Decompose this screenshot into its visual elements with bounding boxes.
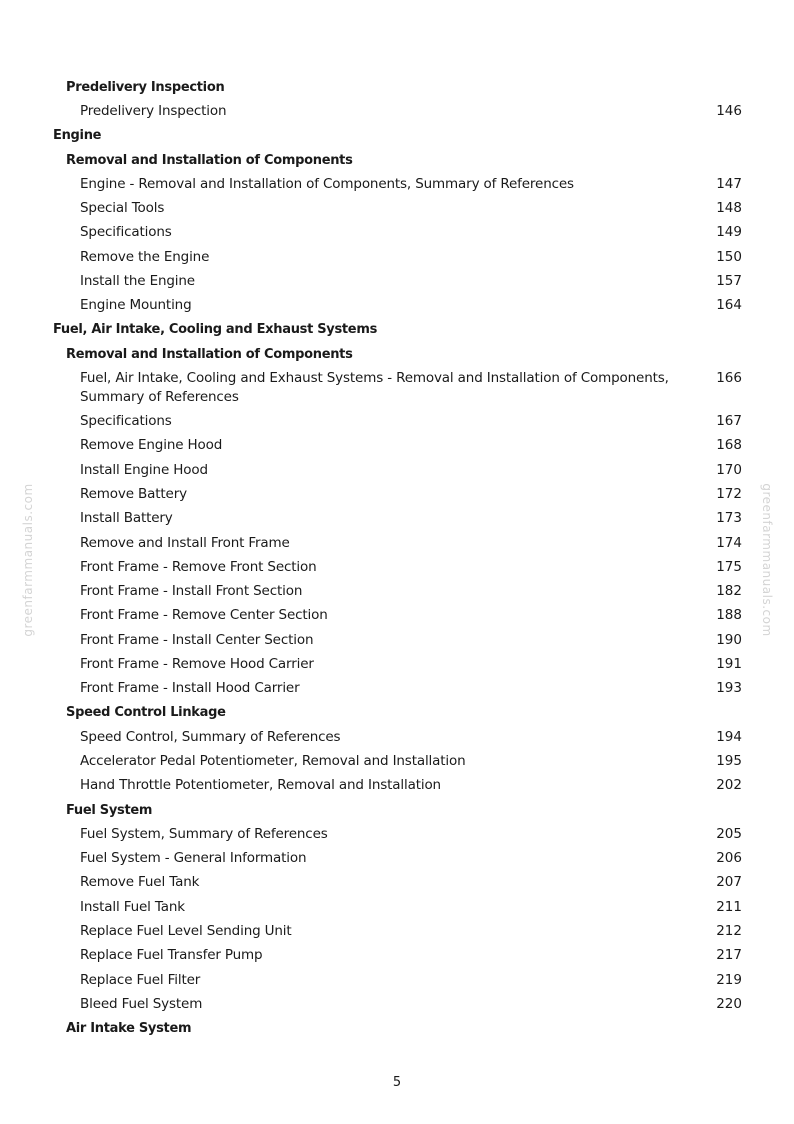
toc-page-number: 191 — [716, 656, 742, 672]
toc-entry-title: Front Frame - Remove Hood Carrier — [80, 656, 314, 672]
toc-entry-title: Hand Throttle Potentiometer, Removal and Installation — [80, 777, 441, 793]
toc-entry-title: Front Frame - Install Hood Carrier — [80, 680, 300, 696]
toc-page-number: 212 — [716, 923, 742, 939]
toc-page-number: 147 — [716, 176, 742, 192]
toc-page-number: 195 — [716, 753, 742, 769]
toc-page-number: 167 — [716, 413, 742, 429]
subsection-heading-title: Fuel System — [66, 803, 153, 818]
toc-entry-title: Install Battery — [80, 510, 173, 526]
toc-entry-title: Accelerator Pedal Potentiometer, Removal and Installation — [80, 753, 466, 769]
toc-entry-title: Speed Control, Summary of References — [80, 729, 341, 745]
page-number: 5 — [392, 1075, 402, 1090]
toc-page-number: 168 — [716, 437, 742, 453]
toc-page-number: 170 — [716, 462, 742, 478]
toc-page-number: 175 — [716, 559, 742, 575]
toc-page-number: 174 — [716, 535, 742, 551]
toc-entry-title: Fuel, Air Intake, Cooling and Exhaust Systems - Removal and Installation of Components, Summary of References — [80, 370, 669, 405]
watermark-left: greenfarmmanuals.com — [21, 483, 35, 637]
toc-page-number: 148 — [716, 200, 742, 216]
toc-entry-title: Front Frame - Install Center Section — [80, 632, 314, 648]
section-heading-title: Fuel, Air Intake, Cooling and Exhaust Systems — [53, 322, 378, 337]
toc-page-number: 207 — [716, 874, 742, 890]
toc-entry-title: Remove Fuel Tank — [80, 874, 200, 890]
toc-page-number: 150 — [716, 249, 742, 265]
toc-entry-title: Special Tools — [80, 200, 165, 216]
toc-entry-title: Remove the Engine — [80, 249, 210, 265]
toc-entry-title: Engine - Removal and Installation of Components, Summary of References — [80, 176, 574, 192]
toc-entry-title: Front Frame - Remove Front Section — [80, 559, 317, 575]
subsection-heading-title: Speed Control Linkage — [66, 705, 226, 720]
toc-page-number: 217 — [716, 947, 742, 963]
toc-page-number: 202 — [716, 777, 742, 793]
toc-entry-title: Specifications — [80, 413, 172, 429]
toc-page-number: 220 — [716, 996, 742, 1012]
subsection-heading-title: Removal and Installation of Components — [66, 153, 353, 168]
toc-entry-title: Replace Fuel Filter — [80, 972, 201, 988]
toc-page-number: 194 — [716, 729, 742, 745]
toc-entry-title: Fuel System, Summary of References — [80, 826, 328, 842]
subsection-heading-title: Air Intake System — [66, 1021, 192, 1036]
toc-page-number: 190 — [716, 632, 742, 648]
toc-entry-title: Front Frame - Install Front Section — [80, 583, 303, 599]
toc-page-number: 173 — [716, 510, 742, 526]
toc-entry-title: Replace Fuel Transfer Pump — [80, 947, 263, 963]
toc-entry-title: Fuel System - General Information — [80, 850, 307, 866]
subsection-heading-title: Predelivery Inspection — [66, 80, 225, 95]
section-heading-title: Engine — [53, 128, 102, 143]
toc-entry-title: Install the Engine — [80, 273, 195, 289]
toc-entry-title: Remove and Install Front Frame — [80, 535, 290, 551]
toc-entry-title: Replace Fuel Level Sending Unit — [80, 923, 292, 939]
toc-page-number: 166 — [716, 370, 742, 386]
toc-page-number: 193 — [716, 680, 742, 696]
toc-page-number: 211 — [716, 899, 742, 915]
toc-entry-title: Remove Engine Hood — [80, 437, 223, 453]
toc-page-number: 182 — [716, 583, 742, 599]
toc-page-number: 164 — [716, 297, 742, 313]
toc-entry-title: Bleed Fuel System — [80, 996, 203, 1012]
toc-entry-title: Install Engine Hood — [80, 462, 208, 478]
toc-page-number: 205 — [716, 826, 742, 842]
toc-page-number: 172 — [716, 486, 742, 502]
toc-entry-title: Remove Battery — [80, 486, 187, 502]
toc-entry-title: Front Frame - Remove Center Section — [80, 607, 328, 623]
toc-entry-title: Engine Mounting — [80, 297, 192, 313]
toc-entry-title: Install Fuel Tank — [80, 899, 185, 915]
toc-page-number: 157 — [716, 273, 742, 289]
toc-entry-title: Specifications — [80, 224, 172, 240]
toc-page-number: 219 — [716, 972, 742, 988]
toc-page-number: 206 — [716, 850, 742, 866]
subsection-heading-title: Removal and Installation of Components — [66, 347, 353, 362]
toc-page-number: 149 — [716, 224, 742, 240]
toc-page-number: 146 — [716, 103, 742, 119]
toc-entry-title: Predelivery Inspection — [80, 103, 227, 119]
watermark-right: greenfarmmanuals.com — [760, 483, 774, 637]
toc-page-number: 188 — [716, 607, 742, 623]
